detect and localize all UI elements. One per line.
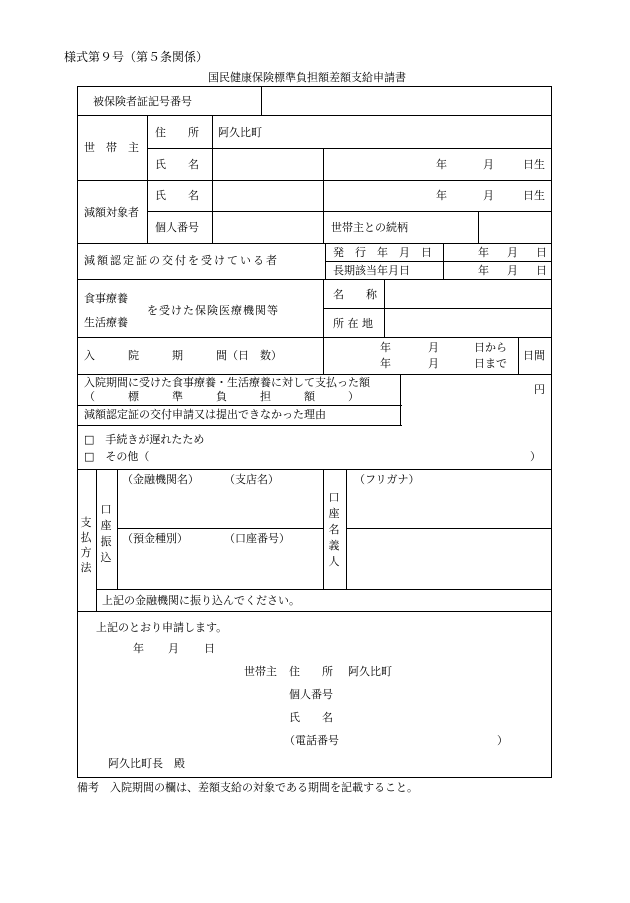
from-year: 年 (380, 341, 391, 354)
form-number: 様式第９号（第５条関係） (64, 50, 209, 64)
head-name-label: 氏 名 (155, 158, 199, 171)
long-term-year: 年 (478, 264, 489, 277)
from-day: 日から (474, 341, 507, 354)
long-term-day: 日 (536, 264, 547, 277)
head-dob-month: 月 (483, 158, 494, 171)
target-personal-number-input[interactable] (215, 214, 320, 241)
institution-address-input[interactable] (387, 310, 549, 335)
paid-amount-label: 入院期間に受けた食事療養・生活療養に対して支払った額 (84, 376, 370, 389)
target-personal-number-label: 個人番号 (155, 221, 199, 234)
application-year: 年 (133, 642, 144, 655)
issue-day: 日 (536, 246, 547, 259)
hospitalization-period-label: 入 院 期 間（日 数） (84, 349, 282, 362)
reason-late-option[interactable]: □ 手続きが遅れたため (84, 433, 205, 446)
living-therapy-label: 生活療養 (84, 316, 128, 329)
transfer-note: 上記の金融機関に振り込んでください。 (102, 594, 300, 607)
application-statement: 上記のとおり申請します。 (96, 621, 228, 634)
meal-therapy-label: 食事療養 (84, 292, 128, 305)
bank-input[interactable] (120, 488, 320, 526)
target-dob-month: 月 (483, 189, 494, 202)
bank-name-label: （金融機関名） (122, 473, 199, 486)
reason-other-close: ） (530, 450, 541, 463)
to-day: 日まで (474, 357, 507, 370)
applicant-address-label: 住 所 (289, 665, 333, 678)
institution-address-label: 所 在 地 (333, 317, 373, 330)
applicant-phone-label: （電話番号 (284, 734, 339, 747)
standard-burden-label: （ 標 準 負 担 額 ） (84, 390, 359, 403)
household-head-label: 世 帯 主 (84, 141, 139, 154)
days-unit: 日間 (523, 349, 545, 362)
account-holder-label: 口座名義人 (328, 491, 340, 568)
issue-month: 月 (507, 246, 518, 259)
applicant-address-value: 阿久比町 (348, 665, 392, 678)
head-address-input[interactable] (240, 119, 548, 145)
target-dob-day: 日生 (523, 189, 545, 202)
issue-year: 年 (478, 246, 489, 259)
account-input[interactable] (120, 548, 320, 586)
relation-input[interactable] (481, 214, 549, 241)
certificate-holder-label: 減額認定証の交付を受けている者 (84, 254, 279, 267)
addressee: 阿久比町長 殿 (108, 757, 185, 770)
head-name-input[interactable] (215, 150, 320, 178)
account-holder-input[interactable] (349, 531, 549, 586)
payment-method-label: 支払方法 (80, 516, 92, 574)
reason-other-option[interactable]: □ その他（ (84, 450, 150, 463)
standard-amount-input[interactable] (403, 376, 531, 404)
yen-unit: 円 (534, 383, 545, 396)
application-day: 日 (204, 642, 215, 655)
insured-number-label: 被保険者証記号番号 (93, 95, 192, 108)
remarks: 備考 入院期間の欄は、差額支給の対象である期間を記載すること。 (77, 781, 418, 794)
insured-number-input[interactable] (261, 86, 552, 116)
applicant-name-label: 氏 名 (289, 711, 333, 724)
long-term-month: 月 (507, 264, 518, 277)
issue-date-label: 発 行 年 月 日 (333, 246, 432, 259)
institution-name-label: 名 称 (333, 288, 377, 301)
branch-name-label: （支店名） (224, 473, 279, 486)
from-month: 月 (428, 341, 439, 354)
application-month: 月 (168, 642, 179, 655)
account-number-label: （口座番号） (224, 532, 290, 545)
reason-label: 減額認定証の交付申請又は提出できなかった理由 (84, 408, 326, 421)
received-institution-label: を受けた保険医療機関等 (147, 304, 279, 317)
deposit-type-label: （預金種別） (122, 532, 188, 545)
applicant-head-label: 世帯主 (244, 665, 277, 678)
to-month: 月 (428, 357, 439, 370)
head-address-value: 阿久比町 (218, 126, 262, 139)
long-term-date-label: 長期該当年月日 (333, 264, 410, 277)
bank-transfer-label: 口座振込 (100, 503, 112, 564)
to-year: 年 (380, 357, 391, 370)
furigana-label: （フリガナ） (354, 473, 420, 486)
head-address-label: 住 所 (155, 126, 199, 139)
target-name-label: 氏 名 (155, 189, 199, 202)
target-dob-year: 年 (436, 189, 447, 202)
target-name-input[interactable] (215, 183, 320, 209)
applicant-personal-number-label: 個人番号 (289, 688, 333, 701)
form-title: 国民健康保険標準負担額差額支給申請書 (208, 71, 406, 84)
relation-label: 世帯主との続柄 (331, 221, 408, 234)
applicant-phone-close: ） (497, 734, 508, 747)
head-dob-year: 年 (436, 158, 447, 171)
institution-name-input[interactable] (387, 281, 549, 306)
head-dob-day: 日生 (523, 158, 545, 171)
reduction-target-label: 減額対象者 (84, 206, 139, 219)
